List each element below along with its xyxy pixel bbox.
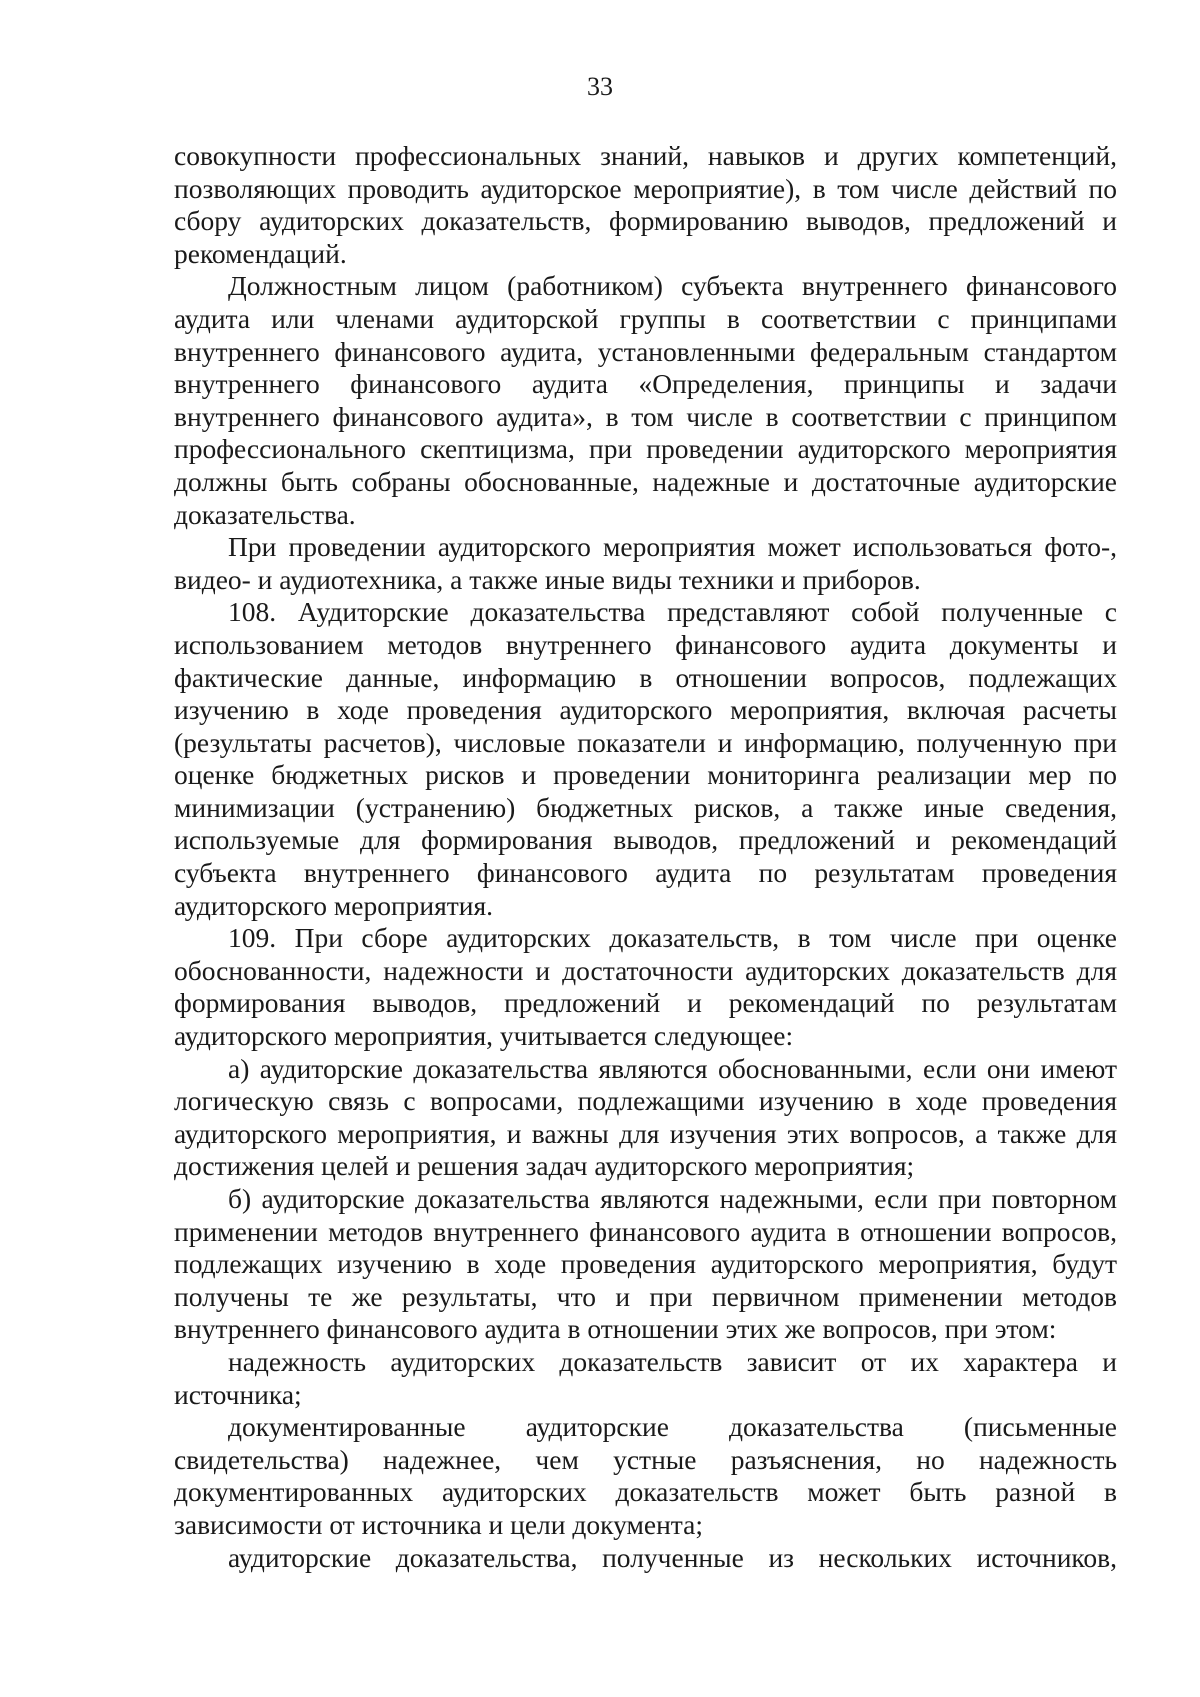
paragraph-audit-officials: Должностным лицом (работником) субъекта внутреннего финансового аудита или членами аудиторской группы в соответствии с принципами внутреннего финансового аудита, установленными федеральным стандартом внутреннего финансового аудита «Определения, принципы и задачи внутреннего финансового аудита», в том числе в соответствии с принципом профессионального скептицизма, при проведении аудиторского мероприятия должны быть собраны обоснованные, надежные и достаточные аудиторские доказательства.	[174, 270, 1117, 530]
paragraph-reliability-source: надежность аудиторских доказательств зависит от их характера и источника;	[174, 1345, 1117, 1410]
paragraph-multiple-sources: аудиторские доказательства, полученные из нескольких источников,	[228, 1541, 1117, 1573]
paragraph-documented-evidence: документированные аудиторские доказательства (письменные свидетельства) надежнее, чем устные разъяснения, но надежность документированных аудиторских доказательств может быть разной в зависимости от источника и цели документа;	[174, 1411, 1117, 1540]
paragraph-equipment: При проведении аудиторского мероприятия может использоваться фото-, видео- и аудиотехника, а также иные виды техники и приборов.	[174, 531, 1117, 595]
page-number: 33	[587, 72, 613, 101]
paragraph-108: 108. Аудиторские доказательства представляют собой полученные с использованием методов внутреннего финансового аудита документы и фактические данные, информацию в отношении вопросов, подлежащих изучению в ходе проведения аудиторского мероприятия, включая расчеты (результаты расчетов), числовые показатели и информацию, полученную при оценке бюджетных рисков и проведении мониторинга реализации мер по минимизации (устранению) бюджетных рисков, а также иные сведения, используемые для формирования выводов, предложений и рекомендаций субъекта внутреннего финансового аудита по результатам проведения аудиторского мероприятия.	[174, 596, 1117, 921]
paragraph-109-b: б) аудиторские доказательства являются надежными, если при повторном применении методов внутреннего финансового аудита в отношении вопросов, подлежащих изучению в ходе проведения аудиторского мероприятия, будут получены те же результаты, что и при первичном применении методов внутреннего финансового аудита в отношении этих же вопросов, при этом:	[174, 1183, 1117, 1345]
paragraph-109: 109. При сборе аудиторских доказательств, в том числе при оценке обоснованности, надежности и достаточности аудиторских доказательств для формирования выводов, предложений и рекомендаций по результатам аудиторского мероприятия, учитывается следующее:	[174, 922, 1117, 1052]
paragraph-109-a: а) аудиторские доказательства являются обоснованными, если они имеют логическую связь с вопросами, подлежащими изучению в ходе проведения аудиторского мероприятия, и важны для изучения этих вопросов, а также для достижения целей и решения задач аудиторского мероприятия;	[174, 1052, 1117, 1182]
paragraph-continuation: совокупности профессиональных знаний, навыков и других компетенций, позволяющих проводить аудиторское мероприятие), в том числе действий по сбору аудиторских доказательств, формированию выводов, предложений и рекомендаций.	[174, 140, 1117, 269]
document-body	[174, 140, 1117, 1574]
